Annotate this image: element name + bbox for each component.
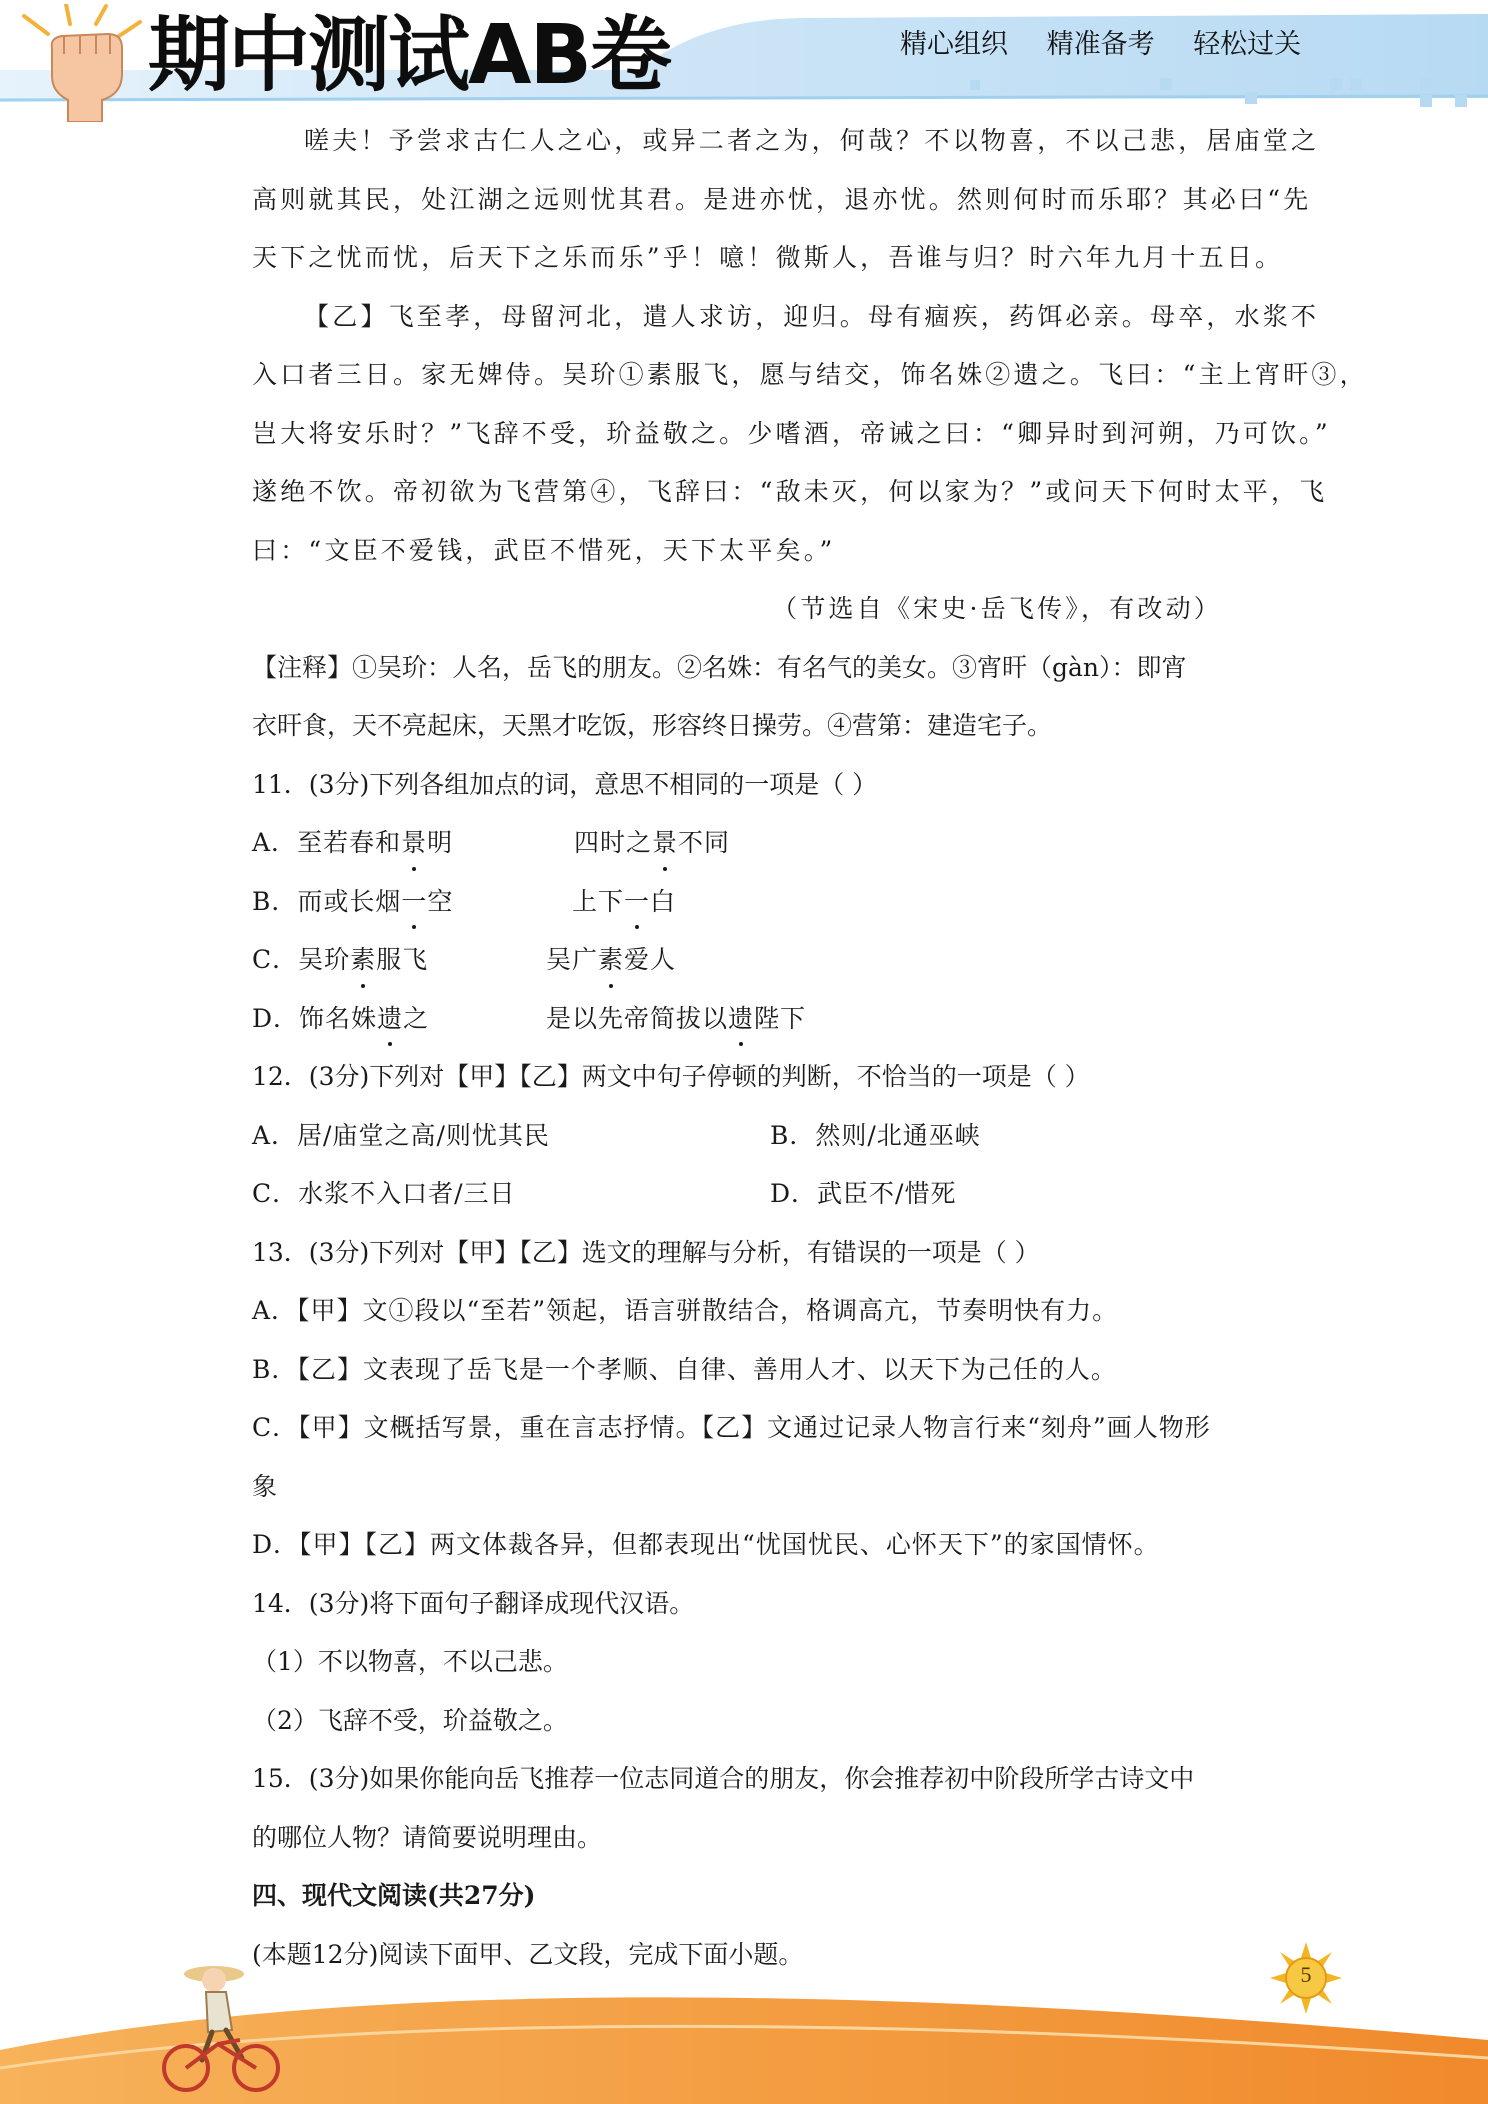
passage-line: 遂绝不饮。帝初欲为飞营第④，飞辞曰：“敌未灭，何以家为？”或问天下何时太平，飞 (252, 477, 1328, 506)
slogan: 轻松过关 (1193, 29, 1302, 60)
page-title: 期中测试AB卷 (148, 8, 670, 103)
slogan: 精心组织 (900, 29, 1008, 60)
emphasis-dot: 素 (598, 931, 624, 990)
q11-option-b: B．而或长烟一空 上下一白 (252, 873, 1240, 932)
q11-option-a: A．至若春和景明 四时之景不同 (252, 814, 1240, 873)
fist-icon (18, 4, 146, 122)
passage-line: 【乙】飞至孝，母留河北，遣人求访，迎归。母有痼疾，药饵必亲。母卒，水浆不 (304, 301, 1320, 331)
emphasis-dot: 景 (401, 814, 427, 873)
q13-option-a: A．【甲】文①段以“至若”领起，语言骈散结合，格调高亢，节奏明快有力。 (252, 1296, 1119, 1325)
page-number: 5 (1300, 1962, 1312, 1987)
passage-line: 曰：“文臣不爱钱，武臣不惜死，天下太平矣。” (252, 535, 836, 565)
q12-options-row (252, 1165, 1240, 1224)
emphasis-dot: 一 (624, 873, 650, 932)
passage-line: 高则就其民，处江湖之远则忧其君。是进亦忧，退亦忧。然则何时而乐耶？其必曰“先 (252, 184, 1312, 214)
q13-option-b: B．【乙】文表现了岳飞是一个孝顺、自律、善用人才、以天下为己任的人。 (252, 1354, 1117, 1384)
classical-passage (252, 112, 1368, 639)
q12-option-a: A．居/庙堂之高/则忧其民 (252, 1120, 550, 1150)
question-15-stem: 15．(3分)如果你能向岳飞推荐一位志同道合的朋友，你会推荐初中阶段所学古诗文中 (252, 1764, 1195, 1793)
question-13-stem: 13．(3分)下列对【甲】【乙】选文的理解与分析，有错误的一项是（ ） (252, 1237, 1040, 1267)
section-intro: (本题12分)阅读下面甲、乙文段，完成下面小题。 (252, 1939, 804, 1969)
page-header (0, 0, 1488, 120)
passage-line: 天下之忧而忧，后天下之乐而乐”乎！噫！微斯人，吾谁与归？时六年九月十五日。 (252, 243, 1284, 272)
header-slogans (900, 22, 1331, 61)
emphasis-dot: 遗 (728, 990, 754, 1049)
question-15-stem-cont: 的哪位人物？请简要说明理由。 (252, 1822, 603, 1852)
q13-option-c-cont: 象 (252, 1471, 279, 1501)
q13-option-d: D．【甲】【乙】两文体裁各异，但都表现出“忧国忧民、心怀天下”的家国情怀。 (252, 1530, 1160, 1559)
passage-line: 岂大将安乐时？”飞辞不受，玠益敬之。少嗜酒，帝诫之曰：“卿异时到河朔，乃可饮。” (252, 418, 1331, 448)
emphasis-dot: 素 (350, 931, 376, 990)
q12-options-row (252, 1107, 1240, 1166)
q12-option-d: D．武臣不/惜死 (770, 1179, 957, 1208)
emphasis-dot: 景 (652, 814, 678, 873)
question-12-stem: 12．(3分)下列对【甲】【乙】两文中句子停顿的判断，不恰当的一项是（ ） (252, 1062, 1090, 1091)
passage-source: （节选自《宋史·岳飞传》，有改动） (772, 594, 1222, 623)
q12-option-b: B．然则/北通巫峡 (770, 1120, 981, 1150)
question-11-stem: 11．(3分)下列各组加点的词，意思不相同的一项是（ ） (252, 769, 878, 799)
q14-item: （1）不以物喜，不以己悲。 (252, 1647, 568, 1676)
cyclist-icon (156, 1948, 286, 2098)
passage-line: 嗟夫！予尝求古仁人之心，或异二者之为，何哉？不以物喜，不以己悲，居庙堂之 (304, 126, 1320, 155)
slogan: 精准备考 (1046, 29, 1155, 60)
emphasis-dot: 遗 (377, 990, 403, 1049)
annotation-line: 【注释】①吴玠：人名，岳飞的朋友。②名姝：有名气的美女。③宵旰（gàn）：即宵 (252, 652, 1187, 682)
emphasis-dot: 一 (401, 873, 427, 932)
q12-option-c: C．水浆不入口者/三日 (252, 1179, 516, 1208)
q11-option-d: D．饰名姝遗之 是以先帝简拔以遗陛下 (252, 990, 1240, 1049)
annotation-line: 衣旰食，天不亮起床，天黑才吃饭，形容终日操劳。④营第：建造宅子。 (252, 711, 1053, 740)
section-heading: 四、现代文阅读(共27分) (252, 1881, 536, 1910)
q13-option-c: C．【甲】文概括写景，重在言志抒情。【乙】文通过记录人物言行来“刻舟”画人物形 (252, 1413, 1211, 1442)
passage-line: 入口者三日。家无婢侍。吴玠①素服飞，愿与结交，饰名姝②遗之。飞曰：“主上宵旰③， (252, 360, 1368, 389)
q14-item: （2）飞辞不受，玠益敬之。 (252, 1705, 568, 1735)
q11-option-c: C．吴玠素服飞 吴广素爱人 (252, 931, 1240, 990)
question-14-stem: 14．(3分)将下面句子翻译成现代汉语。 (252, 1588, 695, 1618)
page-content (252, 112, 1368, 1984)
